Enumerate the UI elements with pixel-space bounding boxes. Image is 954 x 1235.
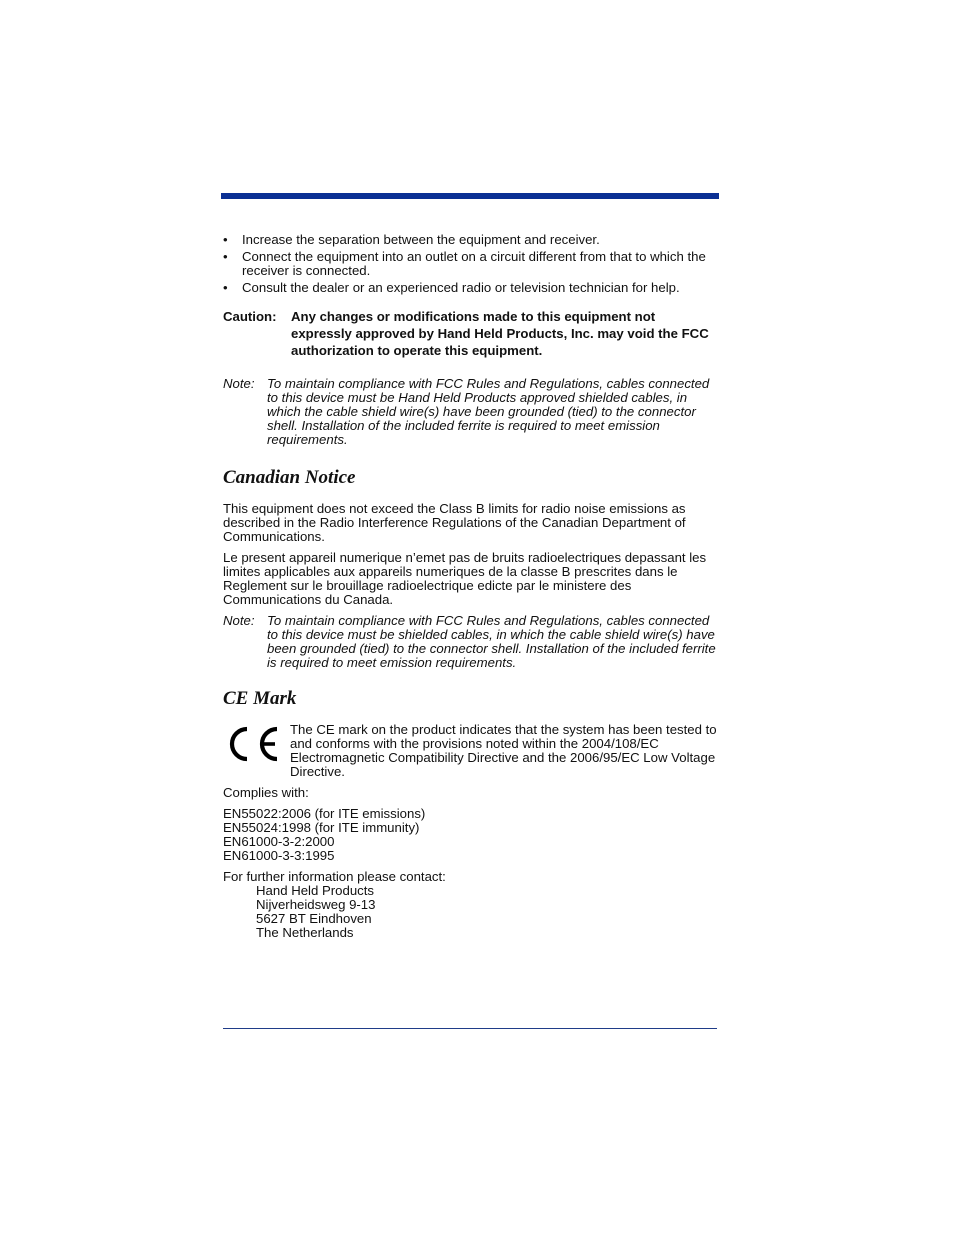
list-item: EN55022:2006 (for ITE emissions) [223, 806, 426, 821]
list-item: EN61000-3-2:2000 [223, 834, 335, 849]
contact-line: 5627 BT Eindhoven [256, 911, 372, 926]
caution-text: Any changes or modifications made to this equipment not expressly approved by Hand Held Products, Inc. may void the FCC authorization to operate this equipment. [291, 309, 709, 358]
list-item-text: Connect the equipment into an outlet on a circuit different from that to which the receiver is connected. [242, 249, 706, 278]
note-label: Note: [223, 376, 255, 391]
bullet-icon: • [223, 280, 228, 295]
page-content [223, 233, 719, 940]
canadian-notice-french: Le present appareil numerique n’emet pas de bruits radioelectriques depassant les limites applicables aux appareils numeriques de la classe B prescrites dans le Reglement sur le brouillage radioelectrique edicte par le ministere des Communications du Canada. [223, 550, 707, 607]
contact-line: Nijverheidsweg 9-13 [256, 897, 376, 912]
bullet-icon: • [223, 249, 228, 264]
standards-list [223, 807, 719, 863]
ce-mark-heading: CE Mark [223, 688, 297, 709]
list-item [223, 281, 719, 295]
fcc-note [223, 377, 719, 447]
list-item-text: Increase the separation between the equipment and receiver. [242, 232, 600, 247]
caution-block [223, 308, 719, 359]
header-rule [221, 193, 719, 199]
contact-line: The Netherlands [256, 925, 354, 940]
contact-block [223, 870, 719, 940]
recommendation-list [223, 233, 719, 295]
footer-rule [223, 1028, 717, 1029]
list-item: EN55024:1998 (for ITE immunity) [223, 820, 420, 835]
list-item: EN61000-3-3:1995 [223, 848, 335, 863]
canadian-notice-english: This equipment does not exceed the Class B limits for radio noise emissions as described in the Radio Interference Regulations of the Canadian Department of Communications. [223, 501, 686, 544]
ce-mark-logo [223, 723, 290, 779]
contact-line: Hand Held Products [256, 883, 375, 898]
contact-label: For further information please contact: [223, 869, 446, 884]
canadian-note [223, 614, 719, 670]
list-item-text: Consult the dealer or an experienced radio or television technician for help. [242, 280, 680, 295]
note-label: Note: [223, 613, 255, 628]
note-text: To maintain compliance with FCC Rules and Regulations, cables connected to this device must be shielded cables, in which the cable shield wire(s) have been grounded (tied) to the connector shell. Installation of the included ferrite is required to meet emission requirements. [267, 613, 716, 670]
complies-label: Complies with: [223, 785, 309, 800]
note-text: To maintain compliance with FCC Rules and Regulations, cables connected to this device must be Hand Held Products approved shielded cables, in which the cable shield wire(s) have been grounded (tied) to the connector shell. Installation of the included ferrite is required to meet emission requirements. [267, 376, 710, 447]
ce-mark-icon [223, 724, 281, 764]
canadian-notice-heading: Canadian Notice [223, 467, 356, 488]
list-item [223, 250, 719, 278]
list-item [223, 233, 719, 247]
ce-mark-description: The CE mark on the product indicates that the system has been tested to and conforms with the provisions noted within the 2004/108/EC Electromagnetic Compatibility Directive and the 2006/95/EC Low Voltage Directive. [290, 722, 717, 779]
ce-mark-block [223, 723, 719, 779]
bullet-icon: • [223, 232, 228, 247]
caution-label: Caution: [223, 309, 277, 324]
